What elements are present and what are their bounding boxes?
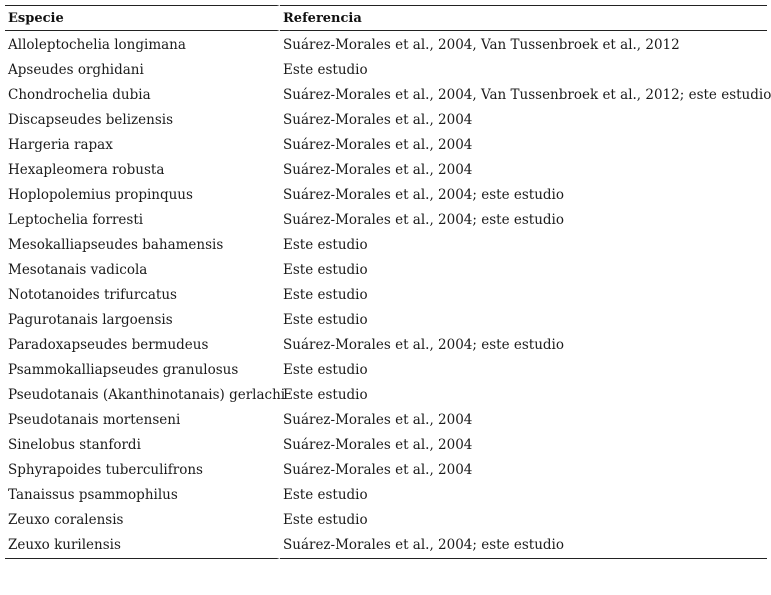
table-row	[5, 258, 767, 283]
reference-cell: Este estudio	[283, 362, 368, 378]
reference-cell: Este estudio	[283, 287, 368, 303]
reference-cell: Suárez-Morales et al., 2004	[283, 412, 473, 428]
species-name-cell: Zeuxo kurilensis	[5, 533, 280, 559]
table-row	[5, 308, 767, 333]
table-row	[5, 483, 767, 508]
species-name-cell: Chondrochelia dubia	[5, 83, 280, 108]
header-referencia: Referencia	[280, 5, 767, 31]
table-row	[5, 533, 767, 559]
table-row	[5, 31, 767, 58]
reference-cell: Suárez-Morales et al., 2004	[283, 462, 473, 478]
table-row	[5, 158, 767, 183]
species-name-cell: Nototanoides trifurcatus	[5, 283, 280, 308]
table-row	[5, 283, 767, 308]
table-row	[5, 408, 767, 433]
reference-cell: Este estudio	[283, 487, 368, 503]
species-name-cell: Psammokalliapseudes granulosus	[5, 358, 280, 383]
table-body	[5, 31, 771, 559]
species-name-cell: Hoplopolemius propinquus	[5, 183, 280, 208]
reference-cell: Suárez-Morales et al., 2004	[283, 137, 473, 153]
reference-cell: Suárez-Morales et al., 2004; este estudio	[283, 212, 564, 228]
species-reference-table-container	[5, 5, 771, 559]
reference-cell: Suárez-Morales et al., 2004	[283, 112, 473, 128]
table-row	[5, 58, 767, 83]
header-row	[5, 5, 767, 31]
reference-cell: Este estudio	[283, 262, 368, 278]
reference-cell: Suárez-Morales et al., 2004	[283, 162, 473, 178]
header-especie: Especie	[5, 5, 280, 31]
reference-cell: Este estudio	[283, 512, 368, 528]
species-reference-table	[5, 5, 771, 559]
table-row	[5, 383, 767, 408]
table-row	[5, 108, 767, 133]
table-row	[5, 508, 767, 533]
table-row	[5, 83, 767, 108]
species-name-cell: Pagurotanais largoensis	[5, 308, 280, 333]
species-name-cell: Alloleptochelia longimana	[5, 31, 280, 58]
species-name-cell: Sphyrapoides tuberculifrons	[5, 458, 280, 483]
table-row	[5, 333, 767, 358]
species-name-cell: Leptochelia forresti	[5, 208, 280, 233]
reference-cell: Suárez-Morales et al., 2004, Van Tussenbroek et al., 2012	[283, 37, 680, 53]
reference-cell: Suárez-Morales et al., 2004	[283, 437, 473, 453]
reference-cell: Este estudio	[283, 62, 368, 78]
species-name-cell: Tanaissus psammophilus	[5, 483, 280, 508]
species-name-cell: Zeuxo coralensis	[5, 508, 280, 533]
table-header	[5, 5, 767, 31]
species-name-cell: Mesotanais vadicola	[5, 258, 280, 283]
species-name-cell: Sinelobus stanfordi	[5, 433, 280, 458]
table-row	[5, 358, 767, 383]
reference-cell: Este estudio	[283, 237, 368, 253]
species-name-cell: Discapseudes belizensis	[5, 108, 280, 133]
species-name-cell: Mesokalliapseudes bahamensis	[5, 233, 280, 258]
reference-cell: Suárez-Morales et al., 2004, Van Tussenbroek et al., 2012; este estudio	[283, 87, 771, 103]
species-name-cell: Apseudes orghidani	[5, 58, 280, 83]
table-row	[5, 433, 767, 458]
table-row	[5, 208, 767, 233]
species-name-cell: Pseudotanais (Akanthinotanais) gerlachi	[5, 383, 280, 408]
species-name-cell: Pseudotanais mortenseni	[5, 408, 280, 433]
reference-cell: Este estudio	[283, 312, 368, 328]
reference-cell: Suárez-Morales et al., 2004; este estudio	[280, 533, 767, 559]
species-name-cell: Hexapleomera robusta	[5, 158, 280, 183]
table-row	[5, 458, 767, 483]
species-name-cell: Hargeria rapax	[5, 133, 280, 158]
species-name-cell: Paradoxapseudes bermudeus	[5, 333, 280, 358]
table-row	[5, 133, 767, 158]
reference-cell: Suárez-Morales et al., 2004; este estudio	[283, 187, 564, 203]
table-row	[5, 233, 767, 258]
table-row	[5, 183, 767, 208]
reference-cell: Este estudio	[283, 387, 368, 403]
reference-cell: Suárez-Morales et al., 2004; este estudio	[283, 337, 564, 353]
